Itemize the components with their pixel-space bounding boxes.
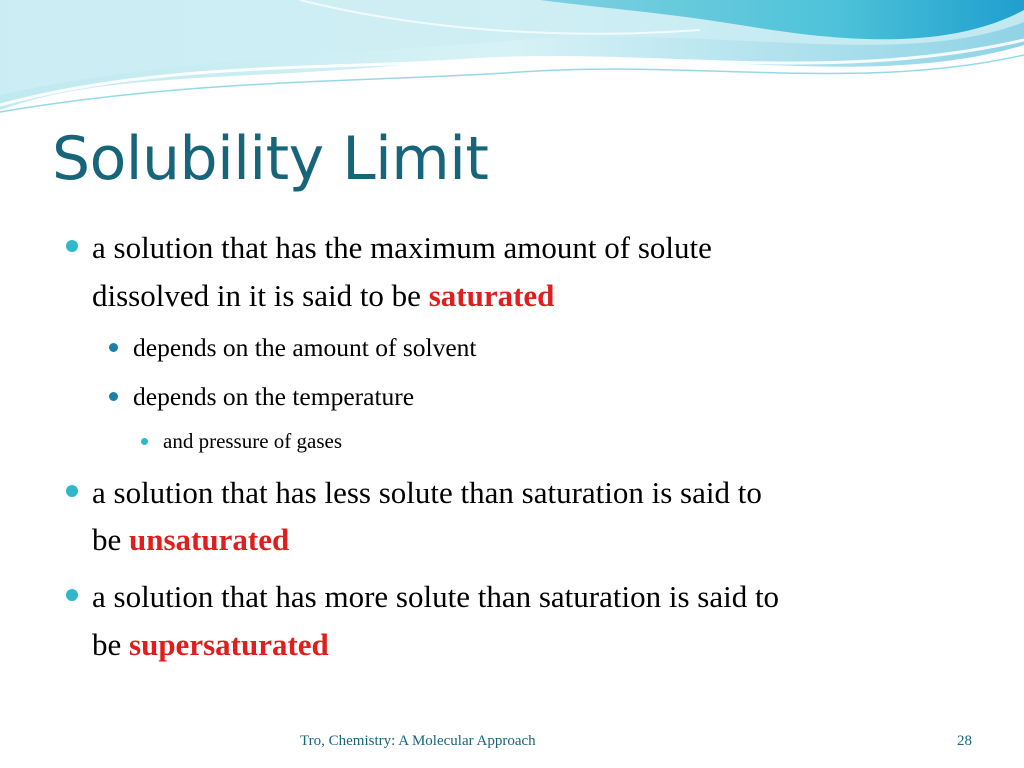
term-supersaturated: supersaturated (129, 627, 329, 662)
sub-sub-bullet-pressure-of-gases: and pressure of gases (163, 429, 343, 453)
sub-bullet-amount-of-solvent: depends on the amount of solvent (133, 333, 477, 362)
term-saturated: saturated (428, 278, 555, 313)
bullet-1-line-2-text: dissolved in it is said to be (92, 278, 429, 313)
bullet-1-line-2 (92, 272, 554, 320)
bullet-3-line-2-text: be (92, 627, 130, 662)
bullet-icon (141, 438, 148, 445)
bullet-icon (109, 343, 118, 352)
bullet-2-line-1: a solution that has less solute than saturation is said to (92, 475, 762, 510)
bullet-icon (66, 240, 78, 252)
sub-bullet-temperature: depends on the temperature (133, 382, 415, 411)
footer-source: Tro, Chemistry: A Molecular Approach (300, 733, 536, 749)
bullet-3-line-1: a solution that has more solute than saturation is said to (92, 579, 780, 614)
header-wave-decoration (0, 0, 1024, 120)
slide-title: Solubility Limit (52, 124, 489, 194)
bullet-icon (66, 589, 78, 601)
bullet-1-line-1: a solution that has the maximum amount of solute (92, 230, 712, 265)
page-number: 28 (957, 733, 972, 749)
term-unsaturated: unsaturated (129, 522, 290, 557)
bullet-icon (66, 485, 78, 497)
bullet-2-line-2 (92, 516, 289, 564)
bullet-3-line-2 (92, 621, 329, 669)
bullet-icon (109, 392, 118, 401)
bullet-2-line-2-text: be (92, 522, 130, 557)
